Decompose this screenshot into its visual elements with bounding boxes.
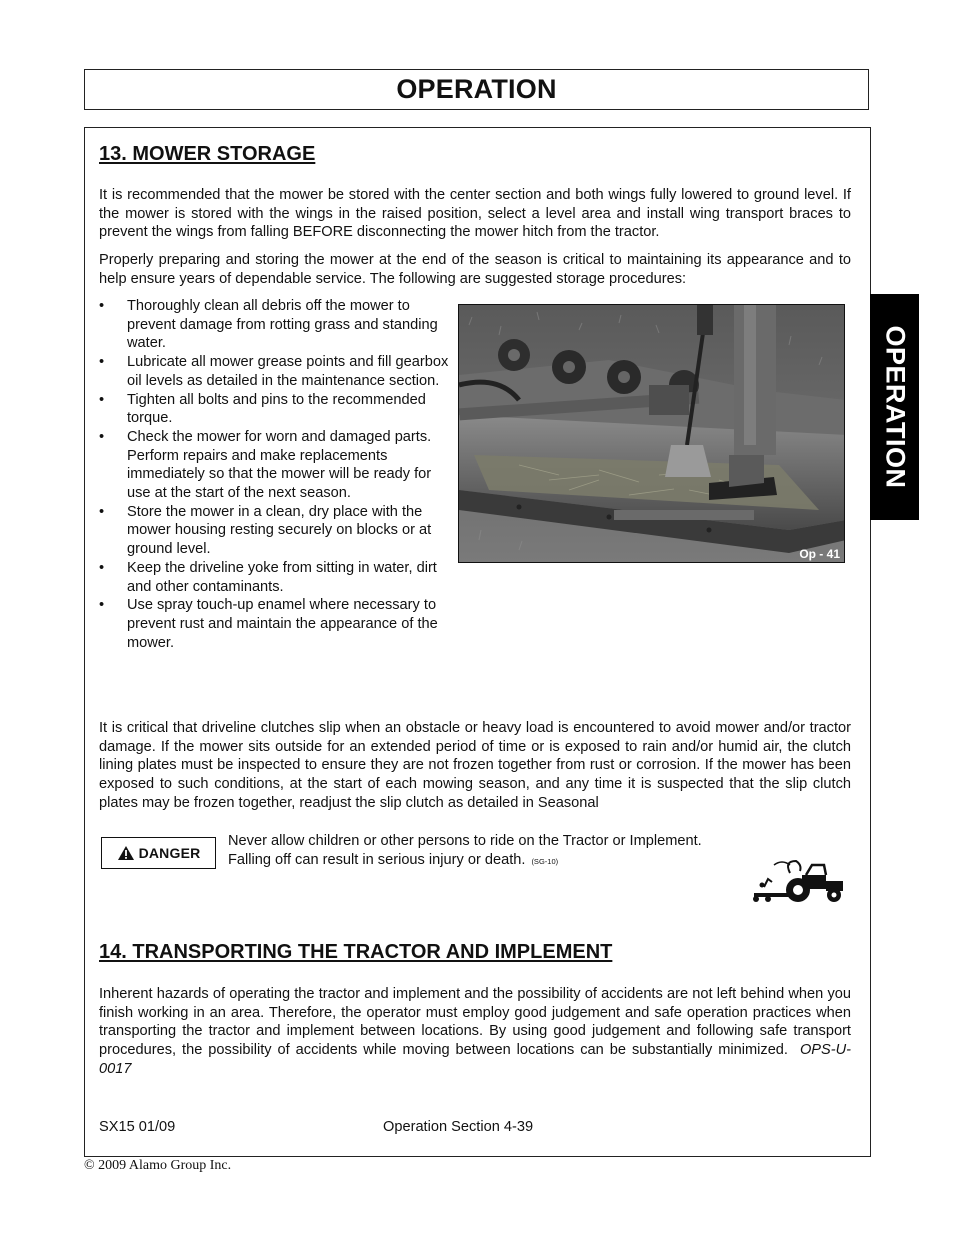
photo-illustration (459, 305, 845, 563)
bullet-marker: • (99, 559, 105, 576)
list-item-text: Check the mower for worn and damaged parts. Perform repairs and make replacements immediately so that the mower will be ready for use at the start of the next season. (127, 428, 432, 502)
list-item-text: Use spray touch-up enamel where necessary to prevent rust and maintain the appearance of the mower. (127, 597, 438, 651)
danger-badge-label: DANGER (138, 845, 201, 861)
storage-procedures-list (99, 297, 449, 652)
danger-badge (101, 837, 216, 869)
bullet-marker: • (99, 428, 105, 445)
list-item (99, 353, 449, 390)
section-14-paragraph (99, 985, 851, 1079)
tractor-rider-warning-icon (746, 857, 846, 905)
bullet-marker: • (99, 503, 105, 520)
bullet-marker: • (99, 354, 105, 371)
bullet-marker: • (99, 597, 105, 614)
section-13-paragraph-2: Properly preparing and storing the mower at the end of the season is critical to maintaining its appearance and to help ensure years of dependable service. The following are suggested storage procedures: (99, 252, 851, 287)
list-item-text: Keep the driveline yoke from sitting in water, dirt and other contaminants. (127, 559, 437, 595)
section-13-paragraph-1: It is recommended that the mower be stored with the center section and both wings fully lowered to ground level. If the mower is stored with the wings in the raised position, select a level area and install wing transport braces to prevent the wings from falling BEFORE disconnecting the mower hitch from the tractor. (99, 187, 851, 241)
copyright-notice: © 2009 Alamo Group Inc. (84, 1158, 232, 1173)
footer-page-number: Operation Section 4-39 (383, 1119, 534, 1135)
list-item-text: Store the mower in a clean, dry place with the mower housing resting securely on blocks or at ground level. (127, 503, 432, 558)
danger-message-line-1: Never allow children or other persons to ride on the Tractor or Implement. (228, 833, 702, 849)
list-item (99, 428, 449, 503)
danger-code: (SG-10) (531, 857, 559, 866)
list-item (99, 503, 449, 559)
list-item (99, 297, 449, 353)
mower-cleaning-photo (458, 304, 845, 563)
page-header-title: OPERATION (396, 74, 557, 104)
bullet-marker: • (99, 391, 105, 408)
section-14-title: 14. TRANSPORTING THE TRACTOR AND IMPLEMENT (99, 941, 613, 963)
list-item (99, 391, 449, 428)
list-item (99, 596, 449, 652)
section-14-paragraph-text: Inherent hazards of operating the tractor and implement and the possibility of accidents are not left behind when you finish working in an area. Therefore, the operator must employ good judgement and safe operation practices when transporting the tractor and implement between locations. By using good judgement and following safe transport procedures, the possibility of accidents while moving between locations can be substantially minimized. (99, 986, 851, 1059)
section-14-code: OPS-U- 0017 (99, 1042, 852, 1077)
section-side-tab (870, 294, 919, 520)
section-13-paragraph-3: It is critical that driveline clutches slip when an obstacle or heavy load is encountered to avoid mower and/or tractor damage. If the mower sits outside for an extended period of time or is exposed to rain and/or humid air, the clutch lining plates must be inspected to ensure they are not frozen together from rust or corrosion. If the mower has been exposed to such conditions, at the start of each mowing season, and any time it is suspected that the slip clutch plates may be frozen together, readjust the slip clutch as detailed in Seasonal (99, 720, 851, 811)
danger-message-line-2-row (228, 851, 748, 871)
warning-triangle-icon (117, 845, 135, 861)
list-item (99, 559, 449, 596)
side-tab-label: OPERATION (880, 325, 910, 489)
danger-message (228, 832, 748, 871)
footer-model-date: SX15 01/09 (99, 1119, 176, 1135)
photo-figure-label: Op - 41 (799, 547, 840, 561)
section-13-title: 13. MOWER STORAGE (99, 143, 316, 165)
bullet-marker: • (99, 298, 105, 314)
list-item-text: Lubricate all mower grease points and fill gearbox oil levels as detailed in the maintenance section. (127, 354, 449, 389)
list-item-text: Tighten all bolts and pins to the recommended torque. (127, 391, 426, 427)
danger-message-line-2: Falling off can result in serious injury or death. (228, 852, 526, 868)
list-item-text: Thoroughly clean all debris off the mower to prevent damage from rotting grass and standing water. (127, 298, 438, 352)
page-header-box (84, 69, 869, 110)
